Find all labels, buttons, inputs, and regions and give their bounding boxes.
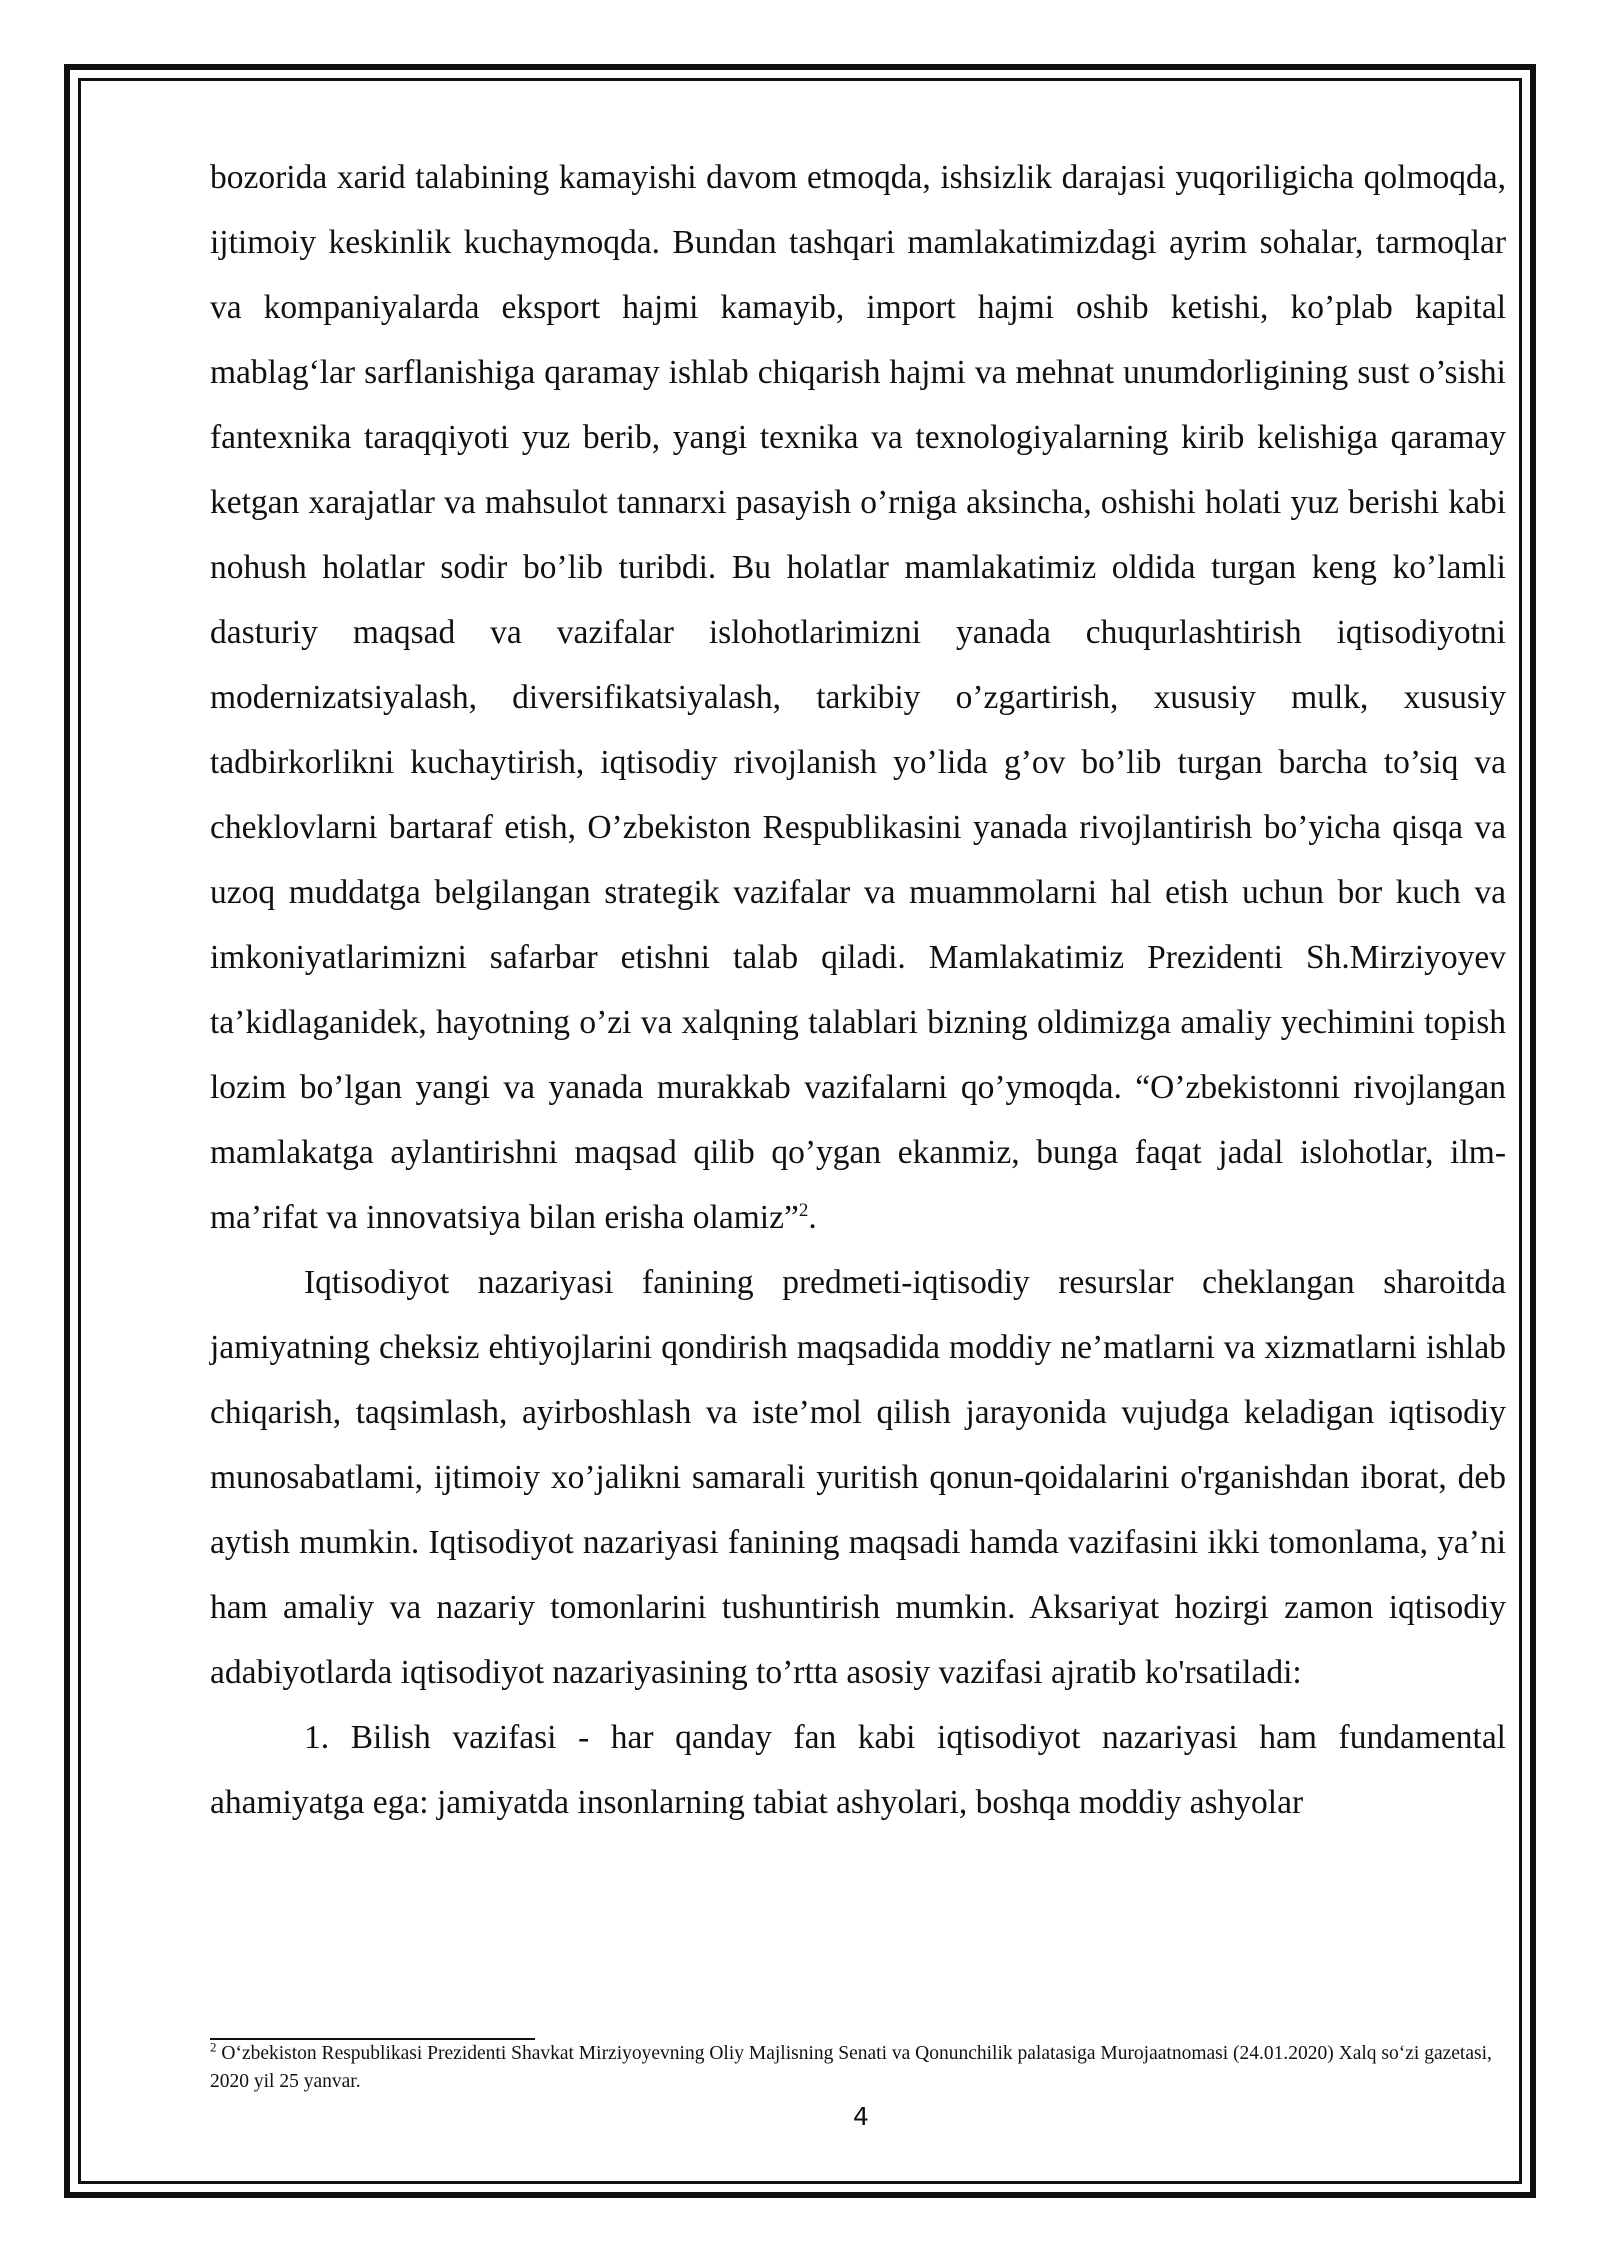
paragraph-list-item-1 bbox=[210, 1705, 1506, 1835]
paragraph-text: 1. Bilish vazifasi - har qanday fan kabi iqtisodiyot nazariyasi ham fundamental ahamiyatga ega: jamiyatda insonlarning tabiat ashyolari, boshqa moddiy ashyolar bbox=[210, 1719, 1506, 1821]
page-number: 4 bbox=[853, 2102, 869, 2131]
document-body bbox=[210, 145, 1506, 1835]
paragraph-subject bbox=[210, 1250, 1506, 1705]
paragraph-continuation bbox=[210, 145, 1506, 1250]
footnote-reference[interactable]: 2 bbox=[798, 1199, 809, 1221]
paragraph-suffix: . bbox=[808, 1199, 817, 1236]
footnote-marker: 2 bbox=[210, 2039, 217, 2055]
footnote-text: O‘zbekiston Respublikasi Prezidenti Shavkat Mirziyoyevning Oliy Majlisning Senati va Qonunchilik palatasiga Murojaatnomasi (24.01.2020) Xalq so‘zi gazetasi, 2020 yil 25 yanvar. bbox=[210, 2043, 1492, 2092]
paragraph-text: bozorida xarid talabining kamayishi davom etmoqda, ishsizlik darajasi yuqoriligicha qolmoqda, ijtimoiy keskinlik kuchaymoqda. Bundan tashqari mamlakatimizdagi ayrim sohalar, tarmoqlar va kompaniyalarda eksport hajmi kamayib, import hajmi oshib ketishi, ko’plab kapital mablag‘lar sarflanishiga qaramay ishlab chiqarish hajmi va mehnat unumdorligining sust o’sishi fantexnika taraqqiyoti yuz berib, yangi texnika va texnologiyalarning kirib kelishiga qaramay ketgan xarajatlar va mahsulot tannarxi pasayish o’rniga aksincha, oshishi holati yuz berishi kabi nohush holatlar sodir bo’lib turibdi. Bu holatlar mamlakatimiz oldida turgan keng ko’lamli dasturiy maqsad va vazifalar islohotlarimizni yanada chuqurlashtirish iqtisodiyotni modernizatsiyalash, diversifikatsiyalash, tarkibiy o’zgartirish, xususiy mulk, xususiy tadbirkorlikni kuchaytirish, iqtisodiy rivojlanish yo’lida g’ov bo’lib turgan barcha to’siq va cheklovlarni bartaraf etish, O’zbekiston Respublikasini yanada rivojlantirish bo’yicha qisqa va uzoq muddatga belgilangan strategik vazifalar va muammolarni hal etish uchun bor kuch va imkoniyatlarimizni safarbar etishni talab qiladi. Mamlakatimiz Prezidenti Sh.Mirziyoyev ta’kidlaganidek, hayotning o’zi va xalqning talablari bizning oldimizga amaliy yechimini topish lozim bo’lgan yangi va yanada murakkab vazifalarni qo’ymoqda. “O’zbekistonni rivojlangan mamlakatga aylantirishni maqsad qilib qo’ygan ekanmiz, bunga faqat jadal islohotlar, ilm-ma’rifat va innovatsiya bilan erisha olamiz” bbox=[210, 159, 1506, 1236]
footnote bbox=[210, 2040, 1506, 2096]
paragraph-text: Iqtisodiyot nazariyasi fanining predmeti-iqtisodiy resurslar cheklangan sharoitda jamiyatning cheksiz ehtiyojlarini qondirish maqsadida moddiy ne’matlarni va xizmatlarni ishlab chiqarish, taqsimlash, ayirboshlash va iste’mol qilish jarayonida vujudga keladigan iqtisodiy munosabatlami, ijtimoiy xo’jalikni samarali yuritish qonun-qoidalarini o'rganishdan iborat, deb aytish mumkin. Iqtisodiyot nazariyasi fanining maqsadi hamda vazifasini ikki tomonlama, ya’ni ham amaliy va nazariy tomonlarini tushuntirish mumkin. Aksariyat hozirgi zamon iqtisodiy adabiyotlarda iqtisodiyot nazariyasining to’rtta asosiy vazifasi ajratib ko'rsatiladi: bbox=[210, 1264, 1506, 1691]
